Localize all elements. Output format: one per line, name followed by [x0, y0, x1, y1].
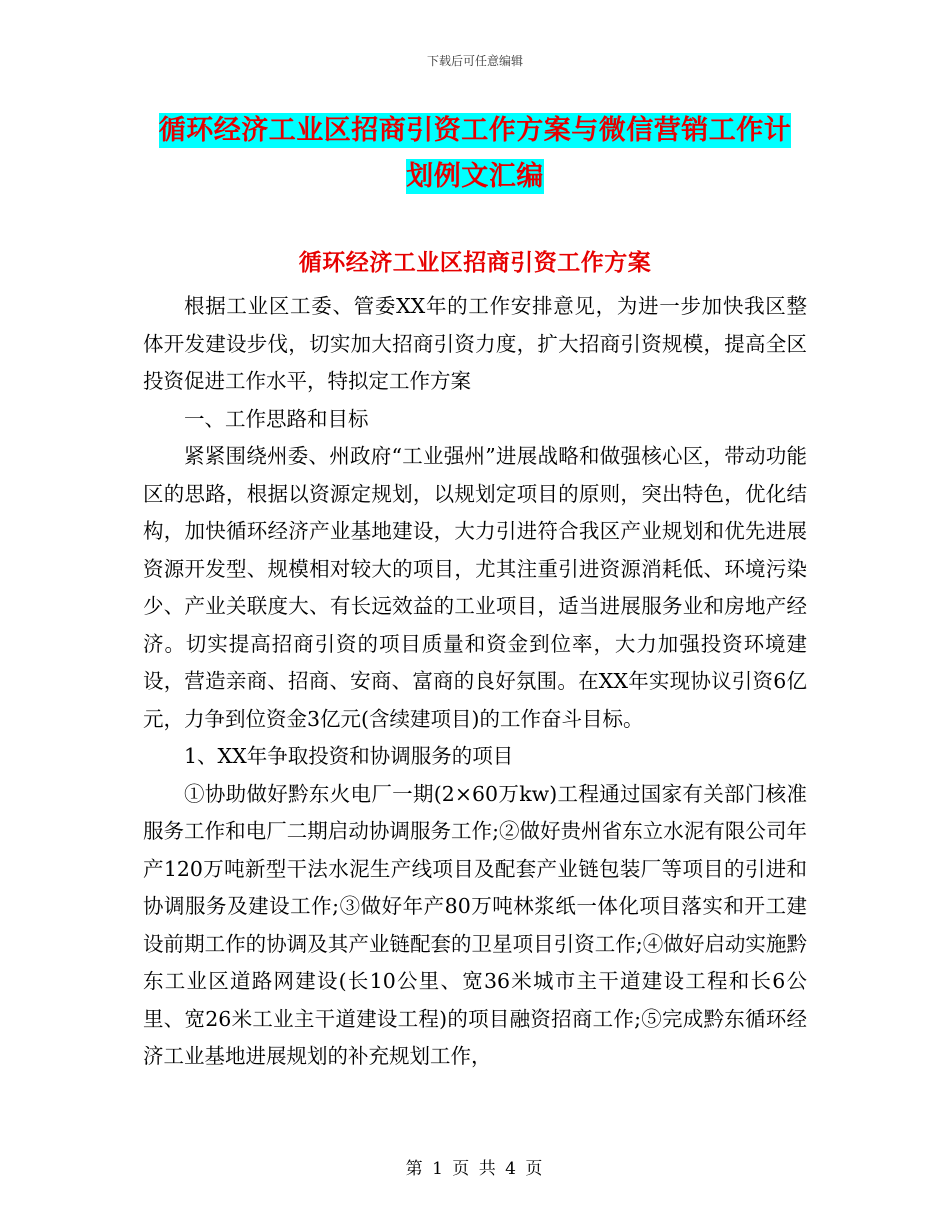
section-title: 循环经济工业区招商引资工作方案 — [298, 250, 652, 276]
document-body — [143, 288, 807, 1076]
page-footer: 第 1 页 共 4 页 — [405, 1159, 545, 1179]
title-line-2: 划例文汇编 — [406, 161, 544, 192]
heading-work-ideas: 一、工作思路和目标 — [184, 406, 369, 431]
paragraph-goals: 紧紧围绕州委、州政府“工业强州”进展战略和做强核心区，带动功能区的思路，根据以资源定规划，以规划定项目的原则，突出特色，优化结构，加快循环经济产业基地建设，大力引进符合我区产业规划和优先进展资源开发型、规模相对较大的项目，尤其注重引进资源消耗低、环境污染少、产业关联度大、有长远效益的工业项目，适当进展服务业和房地产经济。切实提高招商引资的项目质量和资金到位率，大力加强投资环境建设，营造亲商、招商、安商、富商的良好氛围。在XX年实现协议引资6亿元，力争到位资金3亿元(含续建项目)的工作奋斗目标。 — [143, 444, 807, 731]
title-line-1: 循环经济工业区招商引资工作方案与微信营销工作计 — [158, 115, 792, 146]
document-title — [140, 108, 810, 200]
paragraph-intro: 根据工业区工委、管委XX年的工作安排意见，为进一步加快我区整体开发建设步伐，切实加大招商引资力度，扩大招商引资规模，提高全区投资促进工作水平，特拟定工作方案 — [143, 294, 807, 393]
paragraph-projects: ①协助做好黔东火电厂一期(2×60万kw)工程通过国家有关部门核准服务工作和电厂二期启动协调服务工作;②做好贵州省东立水泥有限公司年产120万吨新型干法水泥生产线项目及配套产业链包装厂等项目的引进和协调服务及建设工作;③做好年产80万吨林浆纸一体化项目落实和开工建设前期工作的协调及其产业链配套的卫星项目引资工作;④做好启动实施黔东工业区道路网建设(长10公里、宽36米城市主干道建设工程和长6公里、宽26米工业主干道建设工程)的项目融资招商工作;⑤完成黔东循环经济工业基地进展规划的补充规划工作， — [143, 781, 807, 1068]
header-note: 下载后可任意编辑 — [426, 54, 523, 68]
heading-projects: 1、XX年争取投资和协调服务的项目 — [184, 744, 514, 768]
